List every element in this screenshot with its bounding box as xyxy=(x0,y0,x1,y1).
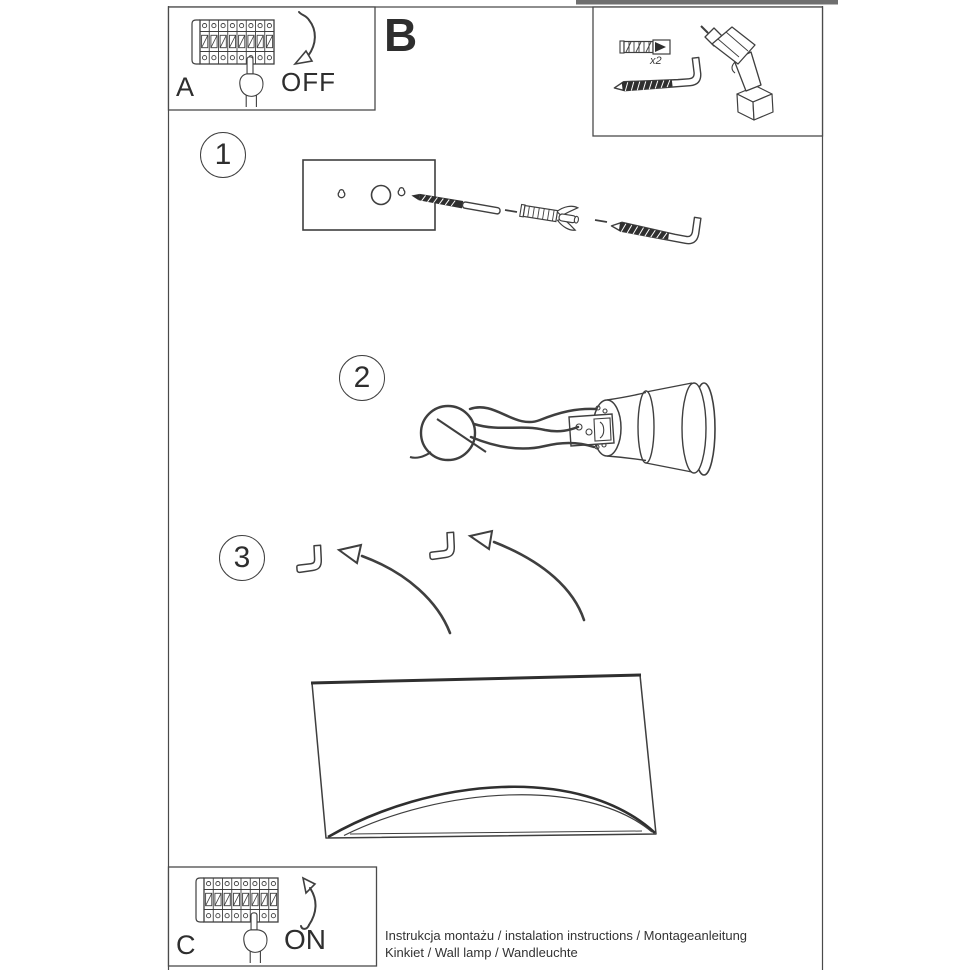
circuit-breaker-panel-icon xyxy=(192,20,274,64)
terminal-block-icon xyxy=(569,414,614,446)
power-on-label: ON xyxy=(284,924,326,955)
page-top-edge-shadow xyxy=(576,0,838,5)
step-2-illustration xyxy=(410,383,715,475)
cable-hole-icon xyxy=(372,186,391,205)
curved-arrow-icon xyxy=(470,531,584,620)
step-3-badge xyxy=(219,535,265,581)
keyhole-slot-icon xyxy=(398,188,405,196)
step-2-badge xyxy=(339,355,385,401)
step-1-illustration xyxy=(303,160,701,245)
section-a-power-off xyxy=(169,7,376,110)
dashed-connector xyxy=(505,210,517,212)
anchor-quantity-label: x2 xyxy=(650,55,662,67)
expansion-anchor-icon xyxy=(519,198,580,230)
step-2-number: 2 xyxy=(353,361,371,394)
wall-lamp-illustration xyxy=(311,675,656,838)
step-1-badge xyxy=(200,132,246,178)
footer-line-2: Kinkiet / Wall lamp / Wandleuchte xyxy=(385,945,578,960)
section-c-label: C xyxy=(176,930,196,960)
step-1-number: 1 xyxy=(214,138,232,171)
step-3-illustration xyxy=(295,531,584,633)
section-b-label: B xyxy=(384,9,418,61)
section-b-toolbox xyxy=(593,7,823,136)
section-a-label: A xyxy=(176,72,195,102)
keyhole-slot-icon xyxy=(338,190,345,198)
hook-screw-icon xyxy=(610,206,700,245)
hook-icon xyxy=(428,532,455,559)
section-c-power-on xyxy=(169,867,377,966)
socket-wires xyxy=(470,407,596,448)
dashed-connector xyxy=(595,220,607,222)
footer-line-1: Instrukcja montażu / instalation instructions / Montageanleitung xyxy=(385,928,748,943)
footer-caption xyxy=(385,927,747,961)
step-3-number: 3 xyxy=(233,541,251,574)
hook-icon xyxy=(295,545,322,572)
toolbox-box xyxy=(593,7,823,136)
power-off-label: OFF xyxy=(281,67,336,97)
wall-anchor-icon xyxy=(620,40,670,54)
circuit-breaker-panel-icon xyxy=(196,878,278,922)
wire-loop-icon xyxy=(410,406,486,460)
